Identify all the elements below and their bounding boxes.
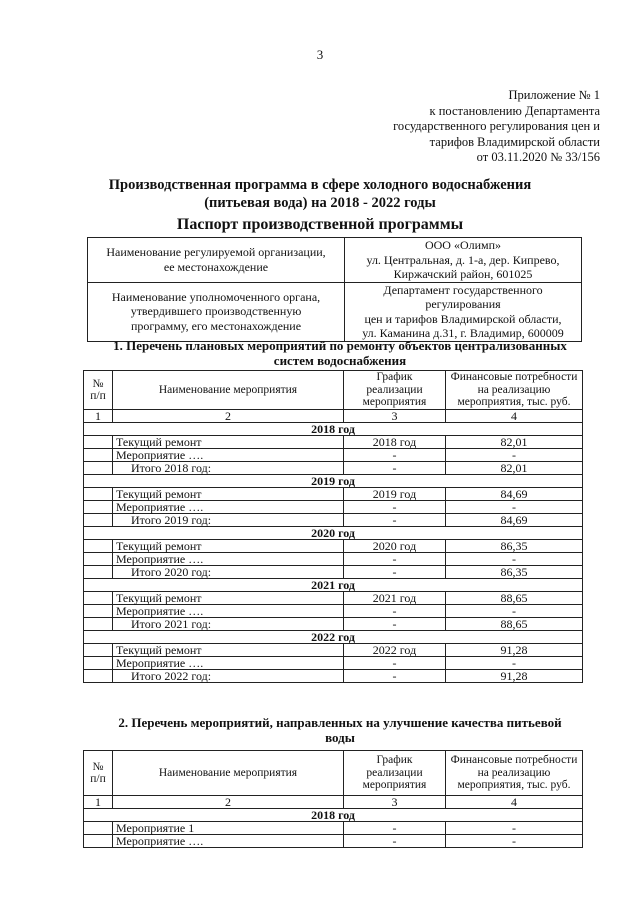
- row-num-cell: [84, 618, 113, 631]
- schedule-cell: -: [344, 501, 446, 514]
- finance-cell: -: [446, 657, 583, 670]
- schedule-cell: -: [344, 449, 446, 462]
- repair-measures-table: [83, 370, 583, 683]
- text-line: на реализацию: [477, 766, 551, 779]
- header-name: Наименование мероприятия: [113, 371, 344, 410]
- text-line: Финансовые потребности: [450, 754, 578, 767]
- header-num: [84, 371, 113, 410]
- finance-cell: 82,01: [446, 436, 583, 449]
- row-num-cell: [84, 657, 113, 670]
- text-line: на реализацию: [477, 383, 551, 396]
- text-line: реализации: [366, 766, 423, 779]
- text-line: Финансовые потребности: [450, 371, 578, 384]
- table-row: [84, 835, 583, 848]
- row-num-cell: [84, 835, 113, 848]
- finance-cell: -: [446, 605, 583, 618]
- table-row: [84, 514, 583, 527]
- schedule-cell: 2022 год: [344, 644, 446, 657]
- finance-cell: 91,28: [446, 670, 583, 683]
- table-row: [84, 822, 583, 835]
- page-number: 3: [316, 47, 324, 62]
- row-num-cell: [84, 566, 113, 579]
- measure-name: Текущий ремонт: [113, 488, 344, 501]
- column-number: 4: [446, 796, 583, 809]
- text-line: №: [92, 377, 104, 390]
- schedule-cell: -: [344, 462, 446, 475]
- schedule-cell: 2018 год: [344, 436, 446, 449]
- year-label: 2020 год: [84, 527, 583, 540]
- text-line: График: [376, 754, 413, 767]
- text-line: График: [376, 371, 413, 384]
- passport-label: [88, 238, 345, 283]
- column-number: 2: [113, 410, 344, 423]
- finance-cell: -: [446, 501, 583, 514]
- title-line: (питьевая вода) на 2018 - 2022 годы: [204, 195, 436, 211]
- section1-title: [100, 338, 580, 368]
- measure-name: Мероприятие ….: [113, 835, 344, 848]
- text-line: мероприятия: [362, 779, 427, 792]
- text-line: Киржачский район, 601025: [393, 267, 533, 281]
- finance-cell: 82,01: [446, 462, 583, 475]
- measure-name: Текущий ремонт: [113, 592, 344, 605]
- text-line: п/п: [90, 773, 106, 785]
- text-line: мероприятия: [362, 396, 427, 409]
- row-num-cell: [84, 644, 113, 657]
- header-finance: [446, 751, 583, 796]
- year-row: [84, 423, 583, 436]
- text-line: №: [92, 760, 104, 773]
- header-finance: [446, 371, 583, 410]
- row-num-cell: [84, 436, 113, 449]
- column-number: 3: [344, 410, 446, 423]
- text-line: утвердившего производственную: [130, 304, 302, 319]
- text-line: п/п: [90, 390, 106, 402]
- measure-name: Текущий ремонт: [113, 540, 344, 553]
- measure-name: Итого 2022 год:: [113, 670, 344, 683]
- schedule-cell: 2021 год: [344, 592, 446, 605]
- column-number: 4: [446, 410, 583, 423]
- document-title: [60, 176, 580, 212]
- table-row: [84, 553, 583, 566]
- measure-name: Итого 2021 год:: [113, 618, 344, 631]
- measure-name: Итого 2018 год:: [113, 462, 344, 475]
- appendix-line: к постановлению Департамента: [429, 103, 600, 118]
- appendix-block: [340, 88, 600, 166]
- table-row: [84, 540, 583, 553]
- header-name: Наименование мероприятия: [113, 751, 344, 796]
- row-num-cell: [84, 540, 113, 553]
- column-number: 3: [344, 796, 446, 809]
- table-row: [84, 670, 583, 683]
- measure-name: Итого 2019 год:: [113, 514, 344, 527]
- finance-cell: 88,65: [446, 592, 583, 605]
- header-schedule: [344, 751, 446, 796]
- text-line: Наименование регулируемой организации,: [106, 245, 326, 260]
- year-label: 2021 год: [84, 579, 583, 592]
- text-line: ул. Каманина д.31, г. Владимир, 600009: [362, 326, 564, 340]
- row-num-cell: [84, 449, 113, 462]
- column-numbers-row: [84, 796, 583, 809]
- measure-name: Мероприятие ….: [113, 657, 344, 670]
- passport-row: [88, 282, 582, 341]
- schedule-cell: -: [344, 657, 446, 670]
- table-row: [84, 436, 583, 449]
- text-line: цен и тарифов Владимирской области,: [364, 311, 562, 326]
- table-row: [84, 644, 583, 657]
- text-line: ООО «Олимп»: [424, 238, 502, 252]
- finance-cell: -: [446, 553, 583, 566]
- column-number: 1: [84, 410, 113, 423]
- finance-cell: 86,35: [446, 566, 583, 579]
- schedule-cell: -: [344, 822, 446, 835]
- table-row: [84, 462, 583, 475]
- title-line: Производственная программа в сфере холодного водоснабжения: [108, 177, 532, 193]
- text-line: Департамент государственного регулирования: [383, 282, 543, 311]
- water-quality-measures-table: [83, 750, 583, 848]
- measure-name: Текущий ремонт: [113, 644, 344, 657]
- table-row: [84, 488, 583, 501]
- table-row: [84, 618, 583, 631]
- row-num-cell: [84, 592, 113, 605]
- schedule-cell: 2019 год: [344, 488, 446, 501]
- table-row: [84, 449, 583, 462]
- year-label: 2018 год: [84, 809, 583, 822]
- text-line: ее местонахождение: [163, 259, 269, 274]
- appendix-line: тарифов Владимирской области: [429, 134, 600, 149]
- schedule-cell: -: [344, 605, 446, 618]
- year-label: 2019 год: [84, 475, 583, 488]
- header-row: [84, 751, 583, 796]
- title-line: систем водоснабжения: [273, 353, 407, 368]
- column-numbers-row: [84, 410, 583, 423]
- measure-name: Мероприятие ….: [113, 553, 344, 566]
- schedule-cell: -: [344, 553, 446, 566]
- passport-title: Паспорт производственной программы: [176, 216, 464, 233]
- schedule-cell: 2020 год: [344, 540, 446, 553]
- measure-name: Мероприятие 1: [113, 822, 344, 835]
- finance-cell: 91,28: [446, 644, 583, 657]
- schedule-cell: -: [344, 566, 446, 579]
- passport-table: [87, 237, 582, 342]
- appendix-line: от 03.11.2020 № 33/156: [476, 150, 600, 164]
- table-row: [84, 566, 583, 579]
- appendix-line: государственного регулирования цен и: [393, 119, 600, 133]
- finance-cell: -: [446, 835, 583, 848]
- appendix-line: Приложение № 1: [508, 88, 600, 102]
- finance-cell: 88,65: [446, 618, 583, 631]
- row-num-cell: [84, 488, 113, 501]
- text-line: программу, его местонахождение: [130, 318, 302, 333]
- header-row: [84, 371, 583, 410]
- passport-value: [345, 238, 582, 283]
- measure-name: Текущий ремонт: [113, 436, 344, 449]
- row-num-cell: [84, 501, 113, 514]
- title-line: 2. Перечень мероприятий, направленных на улучшение качества питьевой: [118, 715, 562, 730]
- year-row: [84, 475, 583, 488]
- measure-name: Итого 2020 год:: [113, 566, 344, 579]
- row-num-cell: [84, 822, 113, 835]
- schedule-cell: -: [344, 514, 446, 527]
- year-row: [84, 579, 583, 592]
- table-row: [84, 592, 583, 605]
- row-num-cell: [84, 605, 113, 618]
- title-line: воды: [325, 730, 355, 745]
- column-number: 1: [84, 796, 113, 809]
- text-line: реализации: [366, 383, 423, 396]
- text-line: Наименование уполномоченного органа,: [111, 289, 321, 304]
- finance-cell: 84,69: [446, 488, 583, 501]
- schedule-cell: -: [344, 835, 446, 848]
- text-line: мероприятия, тыс. руб.: [457, 396, 571, 409]
- year-row: [84, 631, 583, 644]
- title-line: 1. Перечень плановых мероприятий по ремонту объектов централизованных: [113, 338, 567, 353]
- passport-label: [88, 282, 345, 341]
- table-row: [84, 501, 583, 514]
- header-schedule: [344, 371, 446, 410]
- measure-name: Мероприятие ….: [113, 501, 344, 514]
- year-row: [84, 527, 583, 540]
- finance-cell: 84,69: [446, 514, 583, 527]
- row-num-cell: [84, 514, 113, 527]
- year-row: [84, 809, 583, 822]
- row-num-cell: [84, 462, 113, 475]
- column-number: 2: [113, 796, 344, 809]
- measure-name: Мероприятие ….: [113, 605, 344, 618]
- text-line: ул. Центральная, д. 1-а, дер. Кипрево,: [366, 252, 560, 267]
- finance-cell: 86,35: [446, 540, 583, 553]
- passport-value: [345, 282, 582, 341]
- header-num: [84, 751, 113, 796]
- year-label: 2018 год: [84, 423, 583, 436]
- measure-name: Мероприятие ….: [113, 449, 344, 462]
- table-row: [84, 657, 583, 670]
- finance-cell: -: [446, 449, 583, 462]
- table-row: [84, 605, 583, 618]
- row-num-cell: [84, 670, 113, 683]
- finance-cell: -: [446, 822, 583, 835]
- row-num-cell: [84, 553, 113, 566]
- section2-title: [100, 715, 580, 745]
- schedule-cell: -: [344, 618, 446, 631]
- year-label: 2022 год: [84, 631, 583, 644]
- schedule-cell: -: [344, 670, 446, 683]
- passport-row: [88, 238, 582, 283]
- text-line: мероприятия, тыс. руб.: [457, 779, 571, 792]
